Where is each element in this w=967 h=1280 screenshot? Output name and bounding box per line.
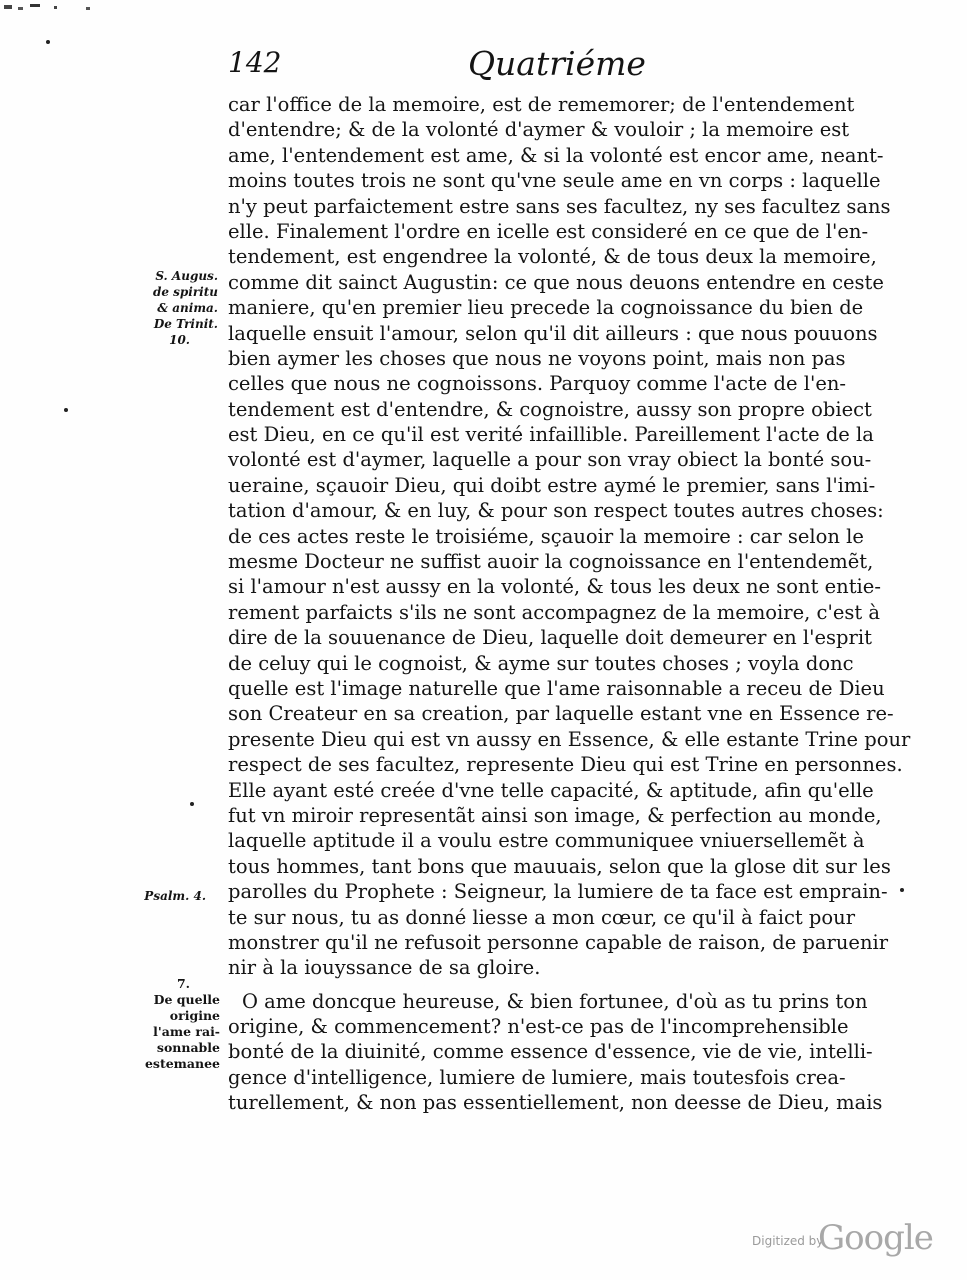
- text-line: comme dit sainct Augustin: ce que nous deuons entendre en ceste: [228, 270, 884, 294]
- text-line: respect de ses facultez, represente Dieu qui est Trine en personnes.: [228, 753, 903, 777]
- text-line: car l'office de la memoire, est de rememorer; de l'entendement: [228, 93, 855, 116]
- margin-note-line: De Trinit.: [153, 317, 218, 331]
- paragraph-2: [228, 989, 883, 1116]
- text-line: de celuy qui le cognoist, & ayme sur toutes choses ; voyla donc: [228, 651, 854, 675]
- text-line: bien aymer les choses que nous ne voyons point, mais non pas: [228, 346, 846, 370]
- margin-note-psalm: [126, 888, 206, 904]
- text-line: laquelle ensuit l'amour, selon qu'il dit ailleurs : que nous pouuons: [228, 321, 878, 345]
- margin-note-line: De quelle: [153, 992, 220, 1007]
- margin-note-line: Psalm. 4.: [144, 889, 206, 903]
- text-line: celles que nous ne cognoissons. Parquoy comme l'acte de l'en-: [228, 372, 847, 396]
- text-line: maniere, qu'en premier lieu precede la cognoissance du bien de: [228, 296, 864, 320]
- text-line: fut vn miroir representãt ainsi son image, & perfection au monde,: [228, 803, 882, 827]
- margin-note-line: & anima.: [157, 301, 218, 315]
- text-line: si l'amour n'est aussy en la volonté, & tous les deux ne sont entie-: [228, 575, 881, 599]
- text-line: gence d'intelligence, lumiere de lumiere, mais toutesfois crea-: [228, 1065, 846, 1089]
- text-line: son Createur en sa creation, par laquelle estant vne en Essence re-: [228, 702, 894, 726]
- scan-edge-marks: [0, 0, 120, 12]
- text-line: presente Dieu qui est vn aussy en Essence, & elle estante Trine pour: [228, 727, 911, 751]
- running-head: Quatriéme: [468, 44, 646, 83]
- text-line: est Dieu, en ce qu'il est verité infaillible. Pareillement l'acte de la: [228, 423, 874, 447]
- page-header: [228, 46, 868, 86]
- text-line: elle. Finalement l'ordre en icelle est consideré en ce que de l'en-: [228, 219, 869, 243]
- margin-note-line: l'ame rai-: [153, 1024, 220, 1039]
- text-line: ame, l'entendement est ame, & si la volonté est encor ame, neant-: [228, 143, 884, 167]
- text-line: volonté est d'aymer, laquelle a pour son vray obiect la bonté sou-: [228, 448, 872, 472]
- text-line: origine, & commencement? n'est-ce pas de l'incomprehensible: [228, 1015, 849, 1039]
- ink-speck: [190, 802, 194, 806]
- text-line: tendement est d'entendre, & cognoistre, aussy son propre obiect: [228, 397, 872, 421]
- text-line: turellement, & non pas essentiellement, non deesse de Dieu, mais: [228, 1091, 883, 1115]
- text-line: Elle ayant esté creée d'vne telle capacité, & aptitude, afin qu'elle: [228, 778, 874, 802]
- margin-note-augustin: [138, 268, 218, 348]
- margin-note-line: sonnable: [156, 1040, 220, 1055]
- text-line: tous hommes, tant bons que mauuais, selon que la glose dit sur les: [228, 854, 891, 878]
- margin-note-line: 10.: [169, 333, 190, 347]
- margin-note-line: origine: [169, 1008, 220, 1023]
- ink-speck: [64, 408, 68, 412]
- body-text: [228, 92, 911, 1116]
- page-number: 142: [228, 46, 282, 79]
- text-line: laquelle aptitude il a voulu estre communiquee vniuersellemẽt à: [228, 829, 865, 853]
- text-line: rement parfaicts s'ils ne sont accompagnez de la memoire, c'est à: [228, 600, 881, 624]
- margin-note-line: S. Augus.: [155, 269, 218, 283]
- ink-speck: [900, 888, 904, 892]
- watermark-prefix: Digitized by: [752, 1234, 824, 1248]
- text-line: tation d'amour, & en luy, & pour son respect toutes autres choses:: [228, 499, 884, 523]
- text-line: bonté de la diuinité, comme essence d'essence, vie de vie, intelli-: [228, 1040, 873, 1064]
- text-line: nir à la iouyssance de sa gloire.: [228, 956, 541, 980]
- text-line: monstrer qu'il ne refusoit personne capable de raison, de paruenir: [228, 930, 889, 954]
- text-line: de ces actes reste le troisiéme, sçauoir la memoire : car selon le: [228, 524, 864, 548]
- google-watermark: [752, 1220, 932, 1260]
- paragraph-1: [228, 92, 911, 981]
- text-line: quelle est l'image naturelle que l'ame raisonnable a receu de Dieu: [228, 676, 885, 700]
- text-line: O ame doncque heureuse, & bien fortunee, d'où as tu prins ton: [242, 989, 868, 1013]
- text-line: mesme Docteur ne suffist auoir la cognoissance en l'entendemẽt,: [228, 550, 874, 574]
- text-line: ueraine, sçauoir Dieu, qui doibt estre aymé le premier, sans l'imi-: [228, 473, 876, 497]
- section-number: 7.: [176, 976, 190, 991]
- google-logo: Google: [818, 1218, 933, 1258]
- text-line: d'entendre; & de la volonté d'aymer & vouloir ; la memoire est: [228, 118, 850, 142]
- text-line: dire de la souuenance de Dieu, laquelle doit demeurer en l'esprit: [228, 626, 872, 650]
- text-line: parolles du Prophete : Seigneur, la lumiere de ta face est emprain-: [228, 880, 888, 904]
- margin-note-section: [140, 976, 220, 1072]
- margin-note-line: de spiritu: [152, 285, 218, 299]
- margin-note-line: estemanee: [144, 1056, 220, 1071]
- text-line: tendement, est engendree la volonté, & de tous deux la memoire,: [228, 245, 877, 269]
- ink-speck: [46, 40, 50, 44]
- text-line: n'y peut parfaictement estre sans ses facultez, ny ses facultez sans: [228, 194, 891, 218]
- text-line: te sur nous, tu as donné liesse a mon cœur, ce qu'il à faict pour: [228, 905, 856, 929]
- text-line: moins toutes trois ne sont qu'vne seule ame en vn corps : laquelle: [228, 169, 881, 193]
